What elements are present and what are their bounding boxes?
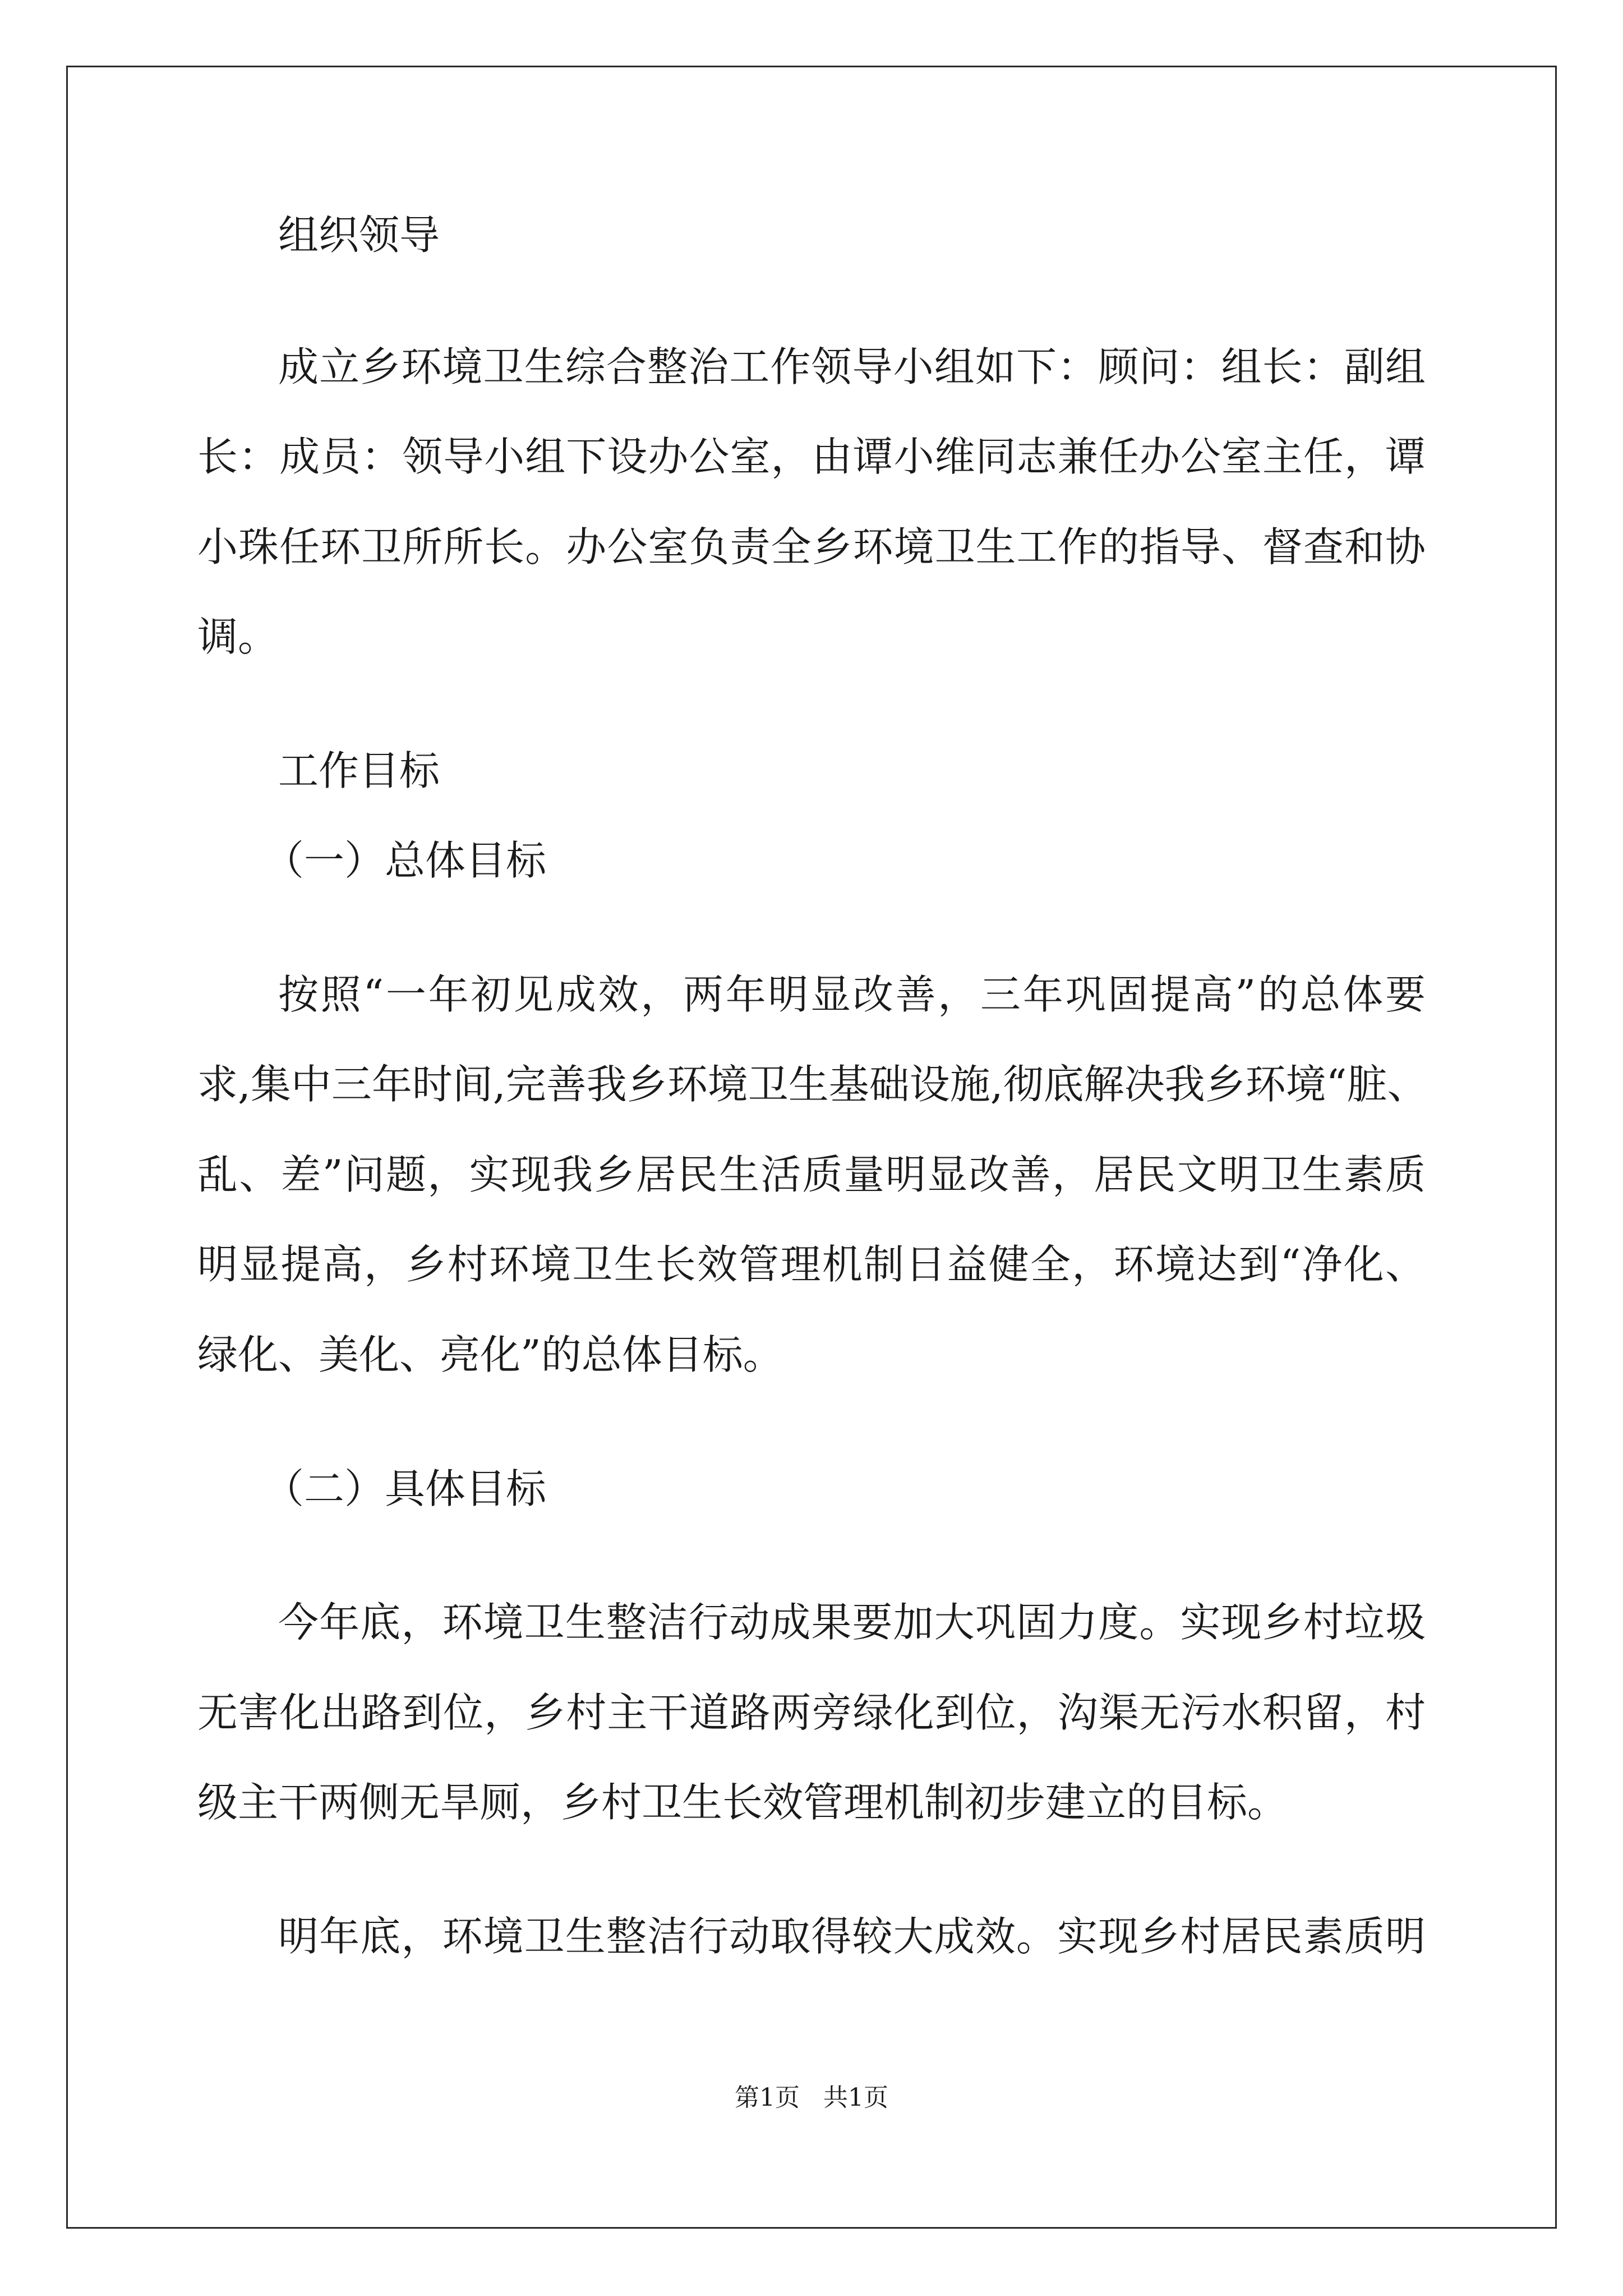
paragraph-line: 小珠任环卫所所长。办公室负责全乡环境卫生工作的指导、督查和协 [197,523,1426,570]
paragraph-line: 成立乡环境卫生综合整治工作领导小组如下：顾问：组长：副组 [278,343,1426,390]
heading-work-goals: 工作目标 [278,747,440,794]
paragraph-line: 求,集中三年时间,完善我乡环境卫生基础设施,彻底解决我乡环境“脏、 [197,1061,1428,1108]
heading-organization: 组织领导 [278,211,440,259]
paragraph-line: 按照“一年初见成效，两年明显改善，三年巩固提高”的总体要 [278,971,1426,1018]
paragraph-line: 调。 [197,613,279,660]
paragraph-line: 明年底，环境卫生整洁行动取得较大成效。实现乡村居民素质明 [278,1913,1426,1960]
paragraph-line: 今年底，环境卫生整洁行动成果要加大巩固力度。实现乡村垃圾 [278,1599,1426,1646]
paragraph-line: 级主干两侧无旱厕，乡村卫生长效管理机制初步建立的目标。 [197,1779,1288,1826]
paragraph-line: 长：成员：领导小组下设办公室，由谭小维同志兼任办公室主任，谭 [197,433,1426,480]
paragraph-line: 明显提高，乡村环境卫生长效管理机制日益健全，环境达到“净化、 [197,1241,1426,1288]
heading-specific-goals: （二）具体目标 [264,1465,547,1512]
paragraph-line: 绿化、美化、亮化”的总体目标。 [197,1331,783,1378]
paragraph-line: 无害化出路到位，乡村主干道路两旁绿化到位，沟渠无污水积留，村 [197,1689,1426,1736]
paragraph-line: 乱、差”问题，实现我乡居民生活质量明显改善，居民文明卫生素质 [197,1151,1426,1198]
page-number-footer: 第1页 共1页 [735,2083,888,2112]
heading-overall-goals: （一）总体目标 [264,837,547,884]
